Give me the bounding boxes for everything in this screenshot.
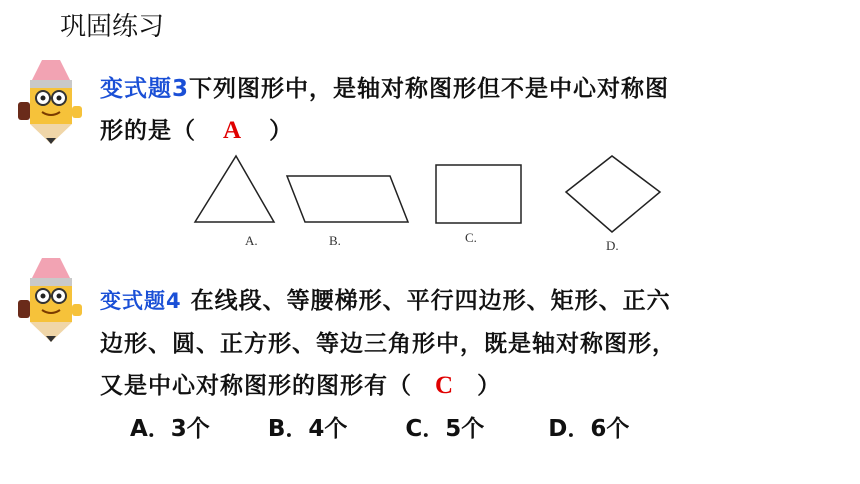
q3-line1: [100, 70, 669, 103]
q4-text-suffix: ）: [477, 373, 502, 399]
q3-text-prefix: 形的是（: [100, 118, 196, 144]
q3-text-suffix: ）: [269, 118, 294, 144]
q3-answer: A: [223, 117, 243, 144]
q4-label: 变式题4: [100, 289, 182, 313]
q4-text-line1: 在线段、等腰梯形、平行四边形、矩形、正六: [181, 288, 671, 314]
shape-label-d: D.: [606, 238, 619, 253]
q4-options: [130, 410, 629, 443]
q4-line3: [100, 367, 501, 400]
rhombus-shape: [566, 156, 660, 232]
page-title: 巩固练习: [60, 12, 165, 42]
rectangle-shape: [436, 165, 521, 223]
pencil-mascot-icon: [12, 58, 90, 146]
shape-label-a: A.: [245, 233, 258, 248]
q4-line1: [100, 282, 671, 315]
q4-answer: C: [435, 372, 455, 399]
option-c: C．5个: [405, 416, 485, 442]
option-d: D．6个: [548, 416, 630, 442]
pencil-mascot-icon: [12, 256, 90, 344]
shape-label-c: C.: [465, 230, 477, 245]
triangle-shape: [195, 156, 274, 222]
parallelogram-shape: [287, 176, 408, 222]
q3-line2: [100, 112, 293, 145]
q3-text-line1: 下列图形中，是轴对称图形但不是中心对称图: [189, 76, 670, 102]
option-b: B．4个: [267, 416, 348, 442]
shapes-figure: [180, 150, 780, 260]
shape-label-b: B.: [329, 233, 341, 248]
q3-label: 变式题3: [100, 76, 190, 102]
q4-line2: [100, 325, 676, 358]
q4-text-prefix: 又是中心对称图形的图形有（: [100, 373, 412, 399]
q4-text-line2: 边形、圆、正方形、等边三角形中，既是轴对称图形，: [100, 331, 676, 357]
option-a: A．3个: [130, 416, 210, 442]
